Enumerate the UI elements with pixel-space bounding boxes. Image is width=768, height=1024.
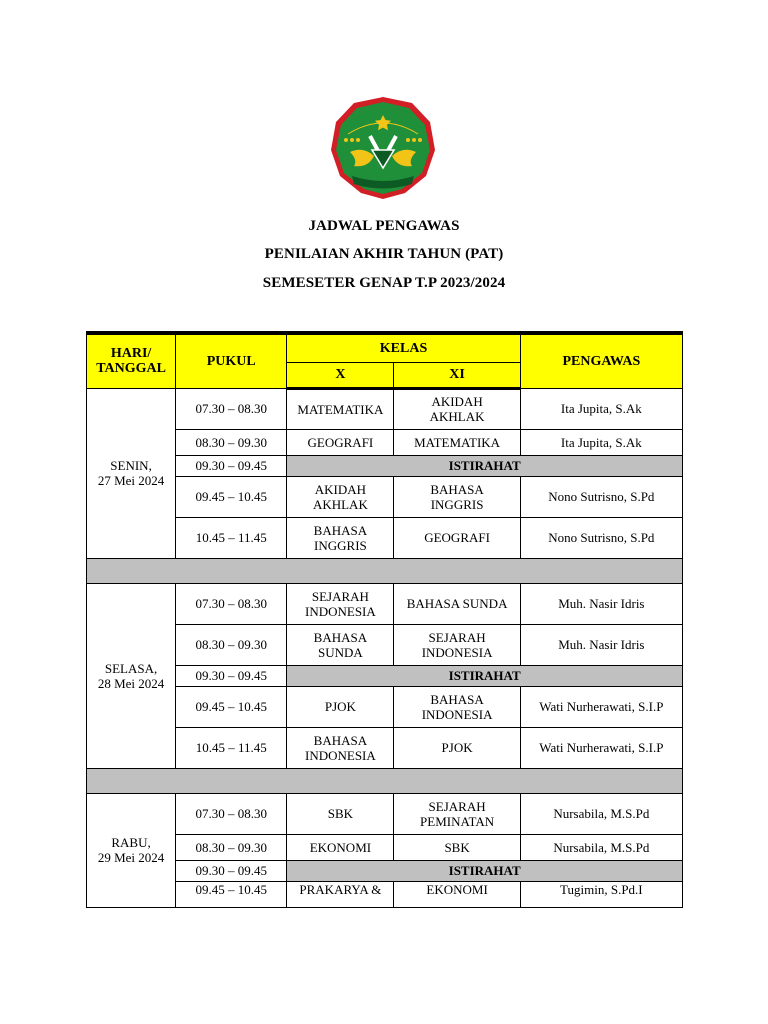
header-kelas-xi: XI bbox=[394, 362, 520, 388]
time-cell: 08.30 – 09.30 bbox=[176, 624, 287, 665]
kelas-x-line2: INDONESIA bbox=[305, 603, 376, 619]
kelas-xi-cell bbox=[394, 624, 520, 665]
title-line-1: JADWAL PENGAWAS bbox=[308, 218, 460, 234]
kelas-x-cell bbox=[287, 834, 394, 860]
kelas-x-line1: BAHASA bbox=[313, 629, 368, 645]
kelas-x-line1: SEJARAH bbox=[311, 588, 369, 604]
pengawas-cell: Nursabila, M.S.Pd bbox=[520, 834, 682, 860]
kelas-xi-line1: BAHASA SUNDA bbox=[406, 596, 508, 611]
table-row bbox=[87, 665, 683, 686]
kelas-x-line1: SBK bbox=[327, 806, 354, 821]
time-cell: 09.45 – 10.45 bbox=[176, 476, 287, 517]
table-row bbox=[87, 727, 683, 768]
table-row bbox=[87, 429, 683, 455]
kelas-xi-cell bbox=[394, 881, 520, 907]
day-separator-cell bbox=[87, 558, 683, 583]
kelas-xi-cell bbox=[394, 583, 520, 624]
title-line-2: PENILAIAN AKHIR TAHUN (PAT) bbox=[264, 246, 504, 262]
day-cell bbox=[87, 388, 176, 558]
time-cell: 08.30 – 09.30 bbox=[176, 429, 287, 455]
day-name: SELASA, bbox=[104, 660, 158, 676]
kelas-xi-line2: PEMINATAN bbox=[420, 813, 495, 829]
kelas-xi-cell bbox=[394, 727, 520, 768]
pengawas-cell: Wati Nurherawati, S.I.P bbox=[520, 727, 682, 768]
day-name: SENIN, bbox=[110, 458, 152, 473]
pengawas-cell: Ita Jupita, S.Ak bbox=[520, 429, 682, 455]
pengawas-cell: Nono Sutrisno, S.Pd bbox=[520, 517, 682, 558]
kelas-xi-line1: MATEMATIKA bbox=[414, 434, 501, 450]
pengawas-cell: Ita Jupita, S.Ak bbox=[520, 388, 682, 429]
kelas-xi-line2: INDONESIA bbox=[421, 644, 493, 660]
time-cell: 07.30 – 08.30 bbox=[176, 583, 287, 624]
header-hari-tanggal bbox=[87, 333, 176, 388]
table-row bbox=[87, 881, 683, 907]
table-row bbox=[87, 686, 683, 727]
kelas-xi-line1: SBK bbox=[444, 839, 470, 855]
kelas-xi-line2: INGGRIS bbox=[430, 496, 484, 512]
kelas-x-line1: PJOK bbox=[324, 699, 356, 714]
kelas-x-cell bbox=[287, 727, 394, 768]
kelas-x-cell bbox=[287, 476, 394, 517]
kelas-xi-cell bbox=[394, 517, 520, 558]
kelas-x-line1: BAHASA bbox=[313, 732, 368, 748]
day-date: 29 Mei 2024 bbox=[97, 850, 165, 865]
schedule-table bbox=[86, 331, 683, 908]
table-row bbox=[87, 455, 683, 476]
kelas-xi-line1: BAHASA bbox=[430, 691, 484, 707]
kelas-x-cell bbox=[287, 686, 394, 727]
day-name: RABU, bbox=[111, 835, 151, 850]
pengawas-cell: Nursabila, M.S.Pd bbox=[520, 793, 682, 834]
time-cell: 07.30 – 08.30 bbox=[176, 793, 287, 834]
day-cell bbox=[87, 583, 176, 768]
table-row bbox=[87, 476, 683, 517]
kelas-x-line1: BAHASA bbox=[313, 522, 368, 538]
day-separator-row bbox=[87, 768, 683, 793]
table-row bbox=[87, 860, 683, 881]
kelas-x-line1: EKONOMI bbox=[309, 839, 372, 855]
pengawas-cell: Nono Sutrisno, S.Pd bbox=[520, 476, 682, 517]
day-separator-row bbox=[87, 558, 683, 583]
title-line-3: SEMESETER GENAP T.P 2023/2024 bbox=[262, 275, 506, 291]
table-row bbox=[87, 583, 683, 624]
pengawas-cell: Tugimin, S.Pd.I bbox=[520, 881, 682, 907]
kelas-xi-line1: SEJARAH bbox=[428, 629, 486, 645]
time-cell: 09.30 – 09.45 bbox=[176, 860, 287, 881]
time-cell: 09.30 – 09.45 bbox=[176, 665, 287, 686]
table-row bbox=[87, 388, 683, 429]
day-separator-cell bbox=[87, 768, 683, 793]
day-date: 28 Mei 2024 bbox=[97, 675, 165, 691]
header-tanggal: TANGGAL bbox=[96, 361, 166, 377]
kelas-x-cell bbox=[287, 429, 394, 455]
kelas-x-cell bbox=[287, 793, 394, 834]
school-logo bbox=[328, 94, 438, 202]
kelas-xi-cell bbox=[394, 388, 520, 429]
kelas-xi-line1: BAHASA bbox=[430, 481, 484, 497]
kelas-x-line1: AKIDAH bbox=[314, 481, 367, 497]
kelas-x-line2: AKHLAK bbox=[312, 496, 368, 512]
pengawas-cell: Wati Nurherawati, S.I.P bbox=[520, 686, 682, 727]
istirahat-cell: ISTIRAHAT bbox=[287, 860, 683, 881]
table-row bbox=[87, 793, 683, 834]
kelas-xi-line1: GEOGRAFI bbox=[424, 530, 490, 545]
kelas-x-line1: MATEMATIKA bbox=[297, 401, 384, 417]
kelas-xi-cell bbox=[394, 793, 520, 834]
pengawas-cell: Muh. Nasir Idris bbox=[520, 624, 682, 665]
kelas-xi-cell bbox=[394, 686, 520, 727]
header-hari: HARI/ bbox=[110, 346, 152, 362]
kelas-x-line2: INGGRIS bbox=[314, 537, 367, 553]
kelas-xi-line1: AKIDAH bbox=[431, 394, 483, 409]
kelas-x-cell bbox=[287, 388, 394, 429]
header-pukul: PUKUL bbox=[176, 333, 287, 388]
kelas-x-cell bbox=[287, 881, 394, 907]
kelas-x-line1: GEOGRAFI bbox=[307, 434, 374, 450]
kelas-xi-line2: INDONESIA bbox=[421, 706, 493, 722]
time-cell: 10.45 – 11.45 bbox=[176, 517, 287, 558]
schedule-body bbox=[87, 388, 683, 907]
day-cell bbox=[87, 793, 176, 907]
kelas-x-cell bbox=[287, 517, 394, 558]
kelas-xi-cell bbox=[394, 476, 520, 517]
header-kelas: KELAS bbox=[287, 333, 520, 362]
kelas-xi-line1: PJOK bbox=[441, 740, 473, 755]
header-pengawas: PENGAWAS bbox=[520, 333, 682, 388]
kelas-xi-line2: AKHLAK bbox=[429, 409, 485, 424]
time-cell: 07.30 – 08.30 bbox=[176, 388, 287, 429]
kelas-xi-cell bbox=[394, 429, 520, 455]
table-row bbox=[87, 834, 683, 860]
time-cell: 09.30 – 09.45 bbox=[176, 455, 287, 476]
time-cell: 08.30 – 09.30 bbox=[176, 834, 287, 860]
time-cell: 09.45 – 10.45 bbox=[176, 881, 287, 907]
kelas-x-line1: PRAKARYA & bbox=[299, 881, 382, 897]
time-cell: 10.45 – 11.45 bbox=[176, 727, 287, 768]
table-row bbox=[87, 624, 683, 665]
time-cell: 09.45 – 10.45 bbox=[176, 686, 287, 727]
header-kelas-x: X bbox=[287, 362, 394, 388]
kelas-xi-line1: EKONOMI bbox=[426, 881, 488, 897]
istirahat-cell: ISTIRAHAT bbox=[287, 665, 683, 686]
kelas-x-line2: SUNDA bbox=[318, 644, 363, 660]
istirahat-cell: ISTIRAHAT bbox=[287, 455, 683, 476]
table-row bbox=[87, 517, 683, 558]
day-date: 27 Mei 2024 bbox=[97, 473, 165, 488]
kelas-x-cell bbox=[287, 624, 394, 665]
kelas-xi-line1: SEJARAH bbox=[428, 798, 486, 814]
kelas-x-line2: INDONESIA bbox=[305, 747, 376, 763]
pengawas-cell: Muh. Nasir Idris bbox=[520, 583, 682, 624]
kelas-xi-cell bbox=[394, 834, 520, 860]
kelas-x-cell bbox=[287, 583, 394, 624]
